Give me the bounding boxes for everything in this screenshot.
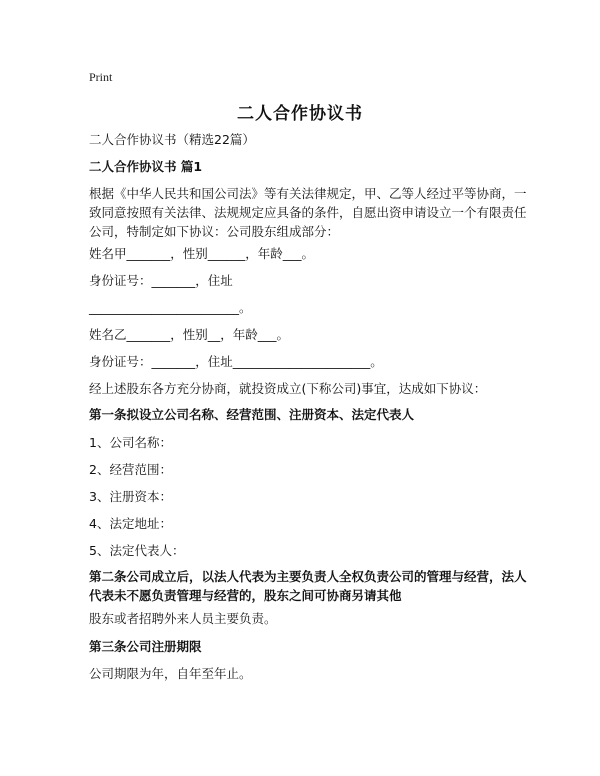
document-title: 二人合作协议书 <box>237 104 363 124</box>
party-a-address-line: ________________________。 <box>89 300 252 315</box>
article-2-paragraph: 第二条公司成立后，以法人代表为主要负责人全权负责公司的管理与经营，法人代表未不愿负责管理与经营的，股东之间可协商另请其他 <box>89 569 527 603</box>
agreement-line: 经上述股东各方充分协商，就投资成立(下称公司)事宜，达成如下协议： <box>89 381 487 396</box>
article-2-continuation: 股东或者招聘外来人员主要负责。 <box>89 611 277 626</box>
list-item-legal-representative: 5、法定代表人： <box>89 543 185 558</box>
article-3-text: 公司期限为年，自年至年止。 <box>89 666 252 681</box>
print-link[interactable]: Print <box>89 70 113 84</box>
party-a-id-line: 身份证号：_______，住址 <box>89 273 233 288</box>
document-subtitle: 二人合作协议书（精选22篇） <box>89 132 255 147</box>
list-item-legal-address: 4、法定地址： <box>89 516 172 531</box>
list-item-registered-capital: 3、注册资本： <box>89 489 172 504</box>
list-item-company-name: 1、公司名称： <box>89 435 172 450</box>
party-b-line: 姓名乙_______，性别__，年龄___。 <box>89 327 290 342</box>
article-1-heading: 第一条拟设立公司名称、经营范围、注册资本、法定代表人 <box>89 407 415 422</box>
party-b-id-line: 身份证号：_______，住址______________________。 <box>89 354 383 369</box>
list-item-business-scope: 2、经营范围： <box>89 462 172 477</box>
article-3-heading: 第三条公司注册期限 <box>89 639 202 654</box>
intro-paragraph: 根据《中华人民共和国公司法》等有关法律规定，甲、乙等人经过平等协商，一致同意按照有关法律、法规规定应具备的条件，自愿出资申请设立一个有限责任公司，特制定如下协议：公司股东组成部分： <box>89 186 527 239</box>
section-heading: 二人合作协议书 篇1 <box>89 159 203 174</box>
party-a-line: 姓名甲_______，性别______，年龄___。 <box>89 246 315 261</box>
